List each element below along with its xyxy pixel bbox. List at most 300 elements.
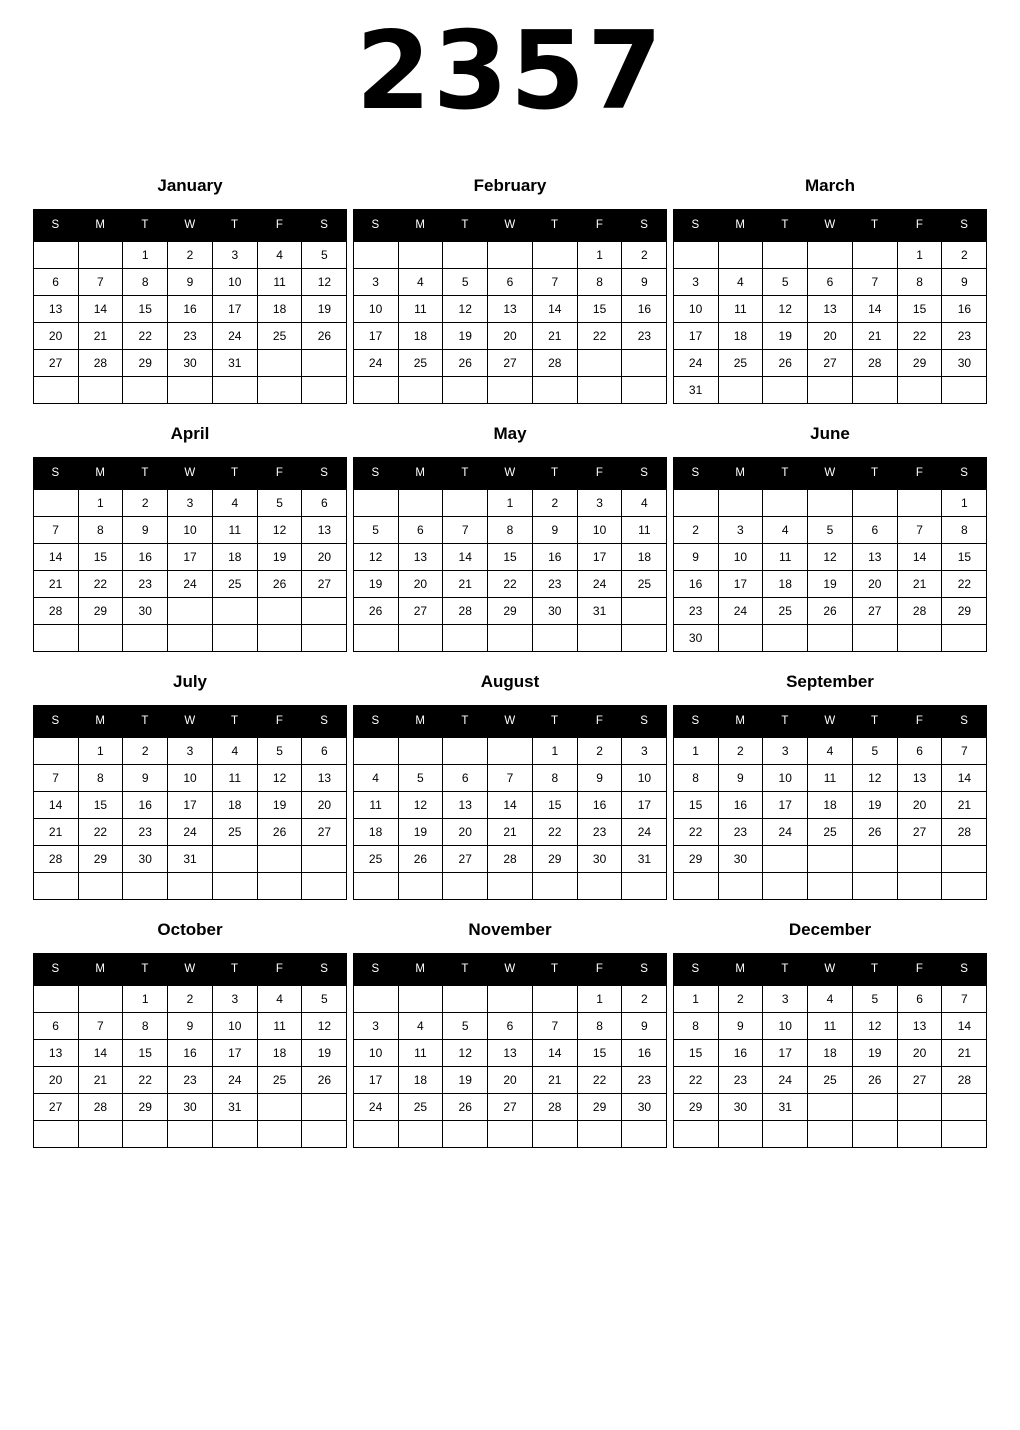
day-cell[interactable]: 21 [78,323,123,350]
day-cell[interactable]: 13 [897,765,942,792]
day-cell[interactable]: 10 [673,296,718,323]
day-cell[interactable]: 8 [78,517,123,544]
day-cell[interactable]: 21 [33,819,78,846]
day-cell[interactable]: 14 [78,1040,123,1067]
day-cell[interactable]: 14 [33,544,78,571]
day-cell[interactable]: 18 [398,1067,443,1094]
day-cell[interactable]: 13 [488,296,533,323]
day-cell[interactable]: 11 [212,517,257,544]
day-cell[interactable]: 20 [897,792,942,819]
day-cell[interactable]: 12 [763,296,808,323]
day-cell[interactable]: 24 [353,1094,398,1121]
day-cell[interactable]: 14 [897,544,942,571]
day-cell[interactable]: 27 [302,819,347,846]
day-cell[interactable]: 23 [622,1067,667,1094]
day-cell[interactable]: 6 [302,490,347,517]
day-cell[interactable]: 20 [33,323,78,350]
day-cell[interactable]: 19 [257,544,302,571]
day-cell[interactable]: 24 [763,819,808,846]
day-cell[interactable]: 3 [168,490,213,517]
day-cell[interactable]: 6 [808,269,853,296]
day-cell[interactable]: 15 [577,296,622,323]
day-cell[interactable]: 3 [212,242,257,269]
day-cell[interactable]: 27 [398,598,443,625]
day-cell[interactable]: 25 [398,350,443,377]
day-cell[interactable]: 9 [532,517,577,544]
day-cell[interactable]: 27 [852,598,897,625]
day-cell[interactable]: 7 [942,986,987,1013]
day-cell[interactable]: 6 [33,269,78,296]
day-cell[interactable]: 24 [353,350,398,377]
day-cell[interactable]: 28 [532,1094,577,1121]
day-cell[interactable]: 26 [257,819,302,846]
day-cell[interactable]: 23 [718,819,763,846]
day-cell[interactable]: 10 [577,517,622,544]
day-cell[interactable]: 4 [718,269,763,296]
day-cell[interactable]: 8 [123,269,168,296]
day-cell[interactable]: 24 [673,350,718,377]
day-cell[interactable]: 20 [808,323,853,350]
day-cell[interactable]: 26 [763,350,808,377]
day-cell[interactable]: 30 [718,846,763,873]
day-cell[interactable]: 7 [852,269,897,296]
day-cell[interactable]: 16 [718,1040,763,1067]
day-cell[interactable]: 15 [123,296,168,323]
day-cell[interactable]: 8 [673,1013,718,1040]
day-cell[interactable]: 22 [942,571,987,598]
day-cell[interactable]: 12 [302,269,347,296]
day-cell[interactable]: 5 [302,242,347,269]
day-cell[interactable]: 10 [353,296,398,323]
day-cell[interactable]: 9 [168,1013,213,1040]
day-cell[interactable]: 30 [168,350,213,377]
day-cell[interactable]: 8 [532,765,577,792]
day-cell[interactable]: 12 [852,765,897,792]
day-cell[interactable]: 8 [673,765,718,792]
day-cell[interactable]: 18 [257,1040,302,1067]
day-cell[interactable]: 18 [808,792,853,819]
day-cell[interactable]: 29 [78,846,123,873]
day-cell[interactable]: 1 [673,738,718,765]
day-cell[interactable]: 3 [763,986,808,1013]
day-cell[interactable]: 21 [897,571,942,598]
day-cell[interactable]: 3 [353,269,398,296]
day-cell[interactable]: 9 [577,765,622,792]
day-cell[interactable]: 13 [488,1040,533,1067]
day-cell[interactable]: 11 [398,296,443,323]
day-cell[interactable]: 11 [718,296,763,323]
day-cell[interactable]: 26 [302,323,347,350]
day-cell[interactable]: 29 [942,598,987,625]
day-cell[interactable]: 23 [123,571,168,598]
day-cell[interactable]: 7 [443,517,488,544]
day-cell[interactable]: 5 [443,1013,488,1040]
day-cell[interactable]: 15 [673,792,718,819]
day-cell[interactable]: 27 [33,1094,78,1121]
day-cell[interactable]: 3 [763,738,808,765]
day-cell[interactable]: 13 [897,1013,942,1040]
day-cell[interactable]: 23 [673,598,718,625]
day-cell[interactable]: 25 [718,350,763,377]
day-cell[interactable]: 18 [808,1040,853,1067]
day-cell[interactable]: 15 [78,792,123,819]
day-cell[interactable]: 20 [398,571,443,598]
day-cell[interactable]: 8 [577,269,622,296]
day-cell[interactable]: 6 [897,738,942,765]
day-cell[interactable]: 2 [577,738,622,765]
day-cell[interactable]: 18 [763,571,808,598]
day-cell[interactable]: 14 [488,792,533,819]
day-cell[interactable]: 15 [78,544,123,571]
day-cell[interactable]: 5 [763,269,808,296]
day-cell[interactable]: 12 [443,1040,488,1067]
day-cell[interactable]: 5 [398,765,443,792]
day-cell[interactable]: 18 [622,544,667,571]
day-cell[interactable]: 30 [123,598,168,625]
day-cell[interactable]: 27 [488,350,533,377]
day-cell[interactable]: 4 [622,490,667,517]
day-cell[interactable]: 16 [673,571,718,598]
day-cell[interactable]: 1 [78,490,123,517]
day-cell[interactable]: 29 [897,350,942,377]
day-cell[interactable]: 22 [78,819,123,846]
day-cell[interactable]: 2 [168,242,213,269]
day-cell[interactable]: 10 [212,269,257,296]
day-cell[interactable]: 20 [33,1067,78,1094]
day-cell[interactable]: 1 [123,242,168,269]
day-cell[interactable]: 15 [488,544,533,571]
day-cell[interactable]: 21 [443,571,488,598]
day-cell[interactable]: 19 [398,819,443,846]
day-cell[interactable]: 14 [942,765,987,792]
day-cell[interactable]: 13 [808,296,853,323]
day-cell[interactable]: 20 [897,1040,942,1067]
day-cell[interactable]: 18 [212,792,257,819]
day-cell[interactable]: 6 [488,269,533,296]
day-cell[interactable]: 20 [302,544,347,571]
day-cell[interactable]: 20 [488,323,533,350]
day-cell[interactable]: 26 [443,1094,488,1121]
day-cell[interactable]: 16 [123,544,168,571]
day-cell[interactable]: 19 [808,571,853,598]
day-cell[interactable]: 12 [302,1013,347,1040]
day-cell[interactable]: 27 [488,1094,533,1121]
day-cell[interactable]: 19 [852,792,897,819]
day-cell[interactable]: 17 [212,1040,257,1067]
day-cell[interactable]: 9 [123,765,168,792]
day-cell[interactable]: 12 [808,544,853,571]
day-cell[interactable]: 28 [488,846,533,873]
day-cell[interactable]: 18 [257,296,302,323]
day-cell[interactable]: 10 [168,517,213,544]
day-cell[interactable]: 11 [622,517,667,544]
day-cell[interactable]: 25 [212,571,257,598]
day-cell[interactable]: 22 [123,323,168,350]
day-cell[interactable]: 16 [622,1040,667,1067]
day-cell[interactable]: 8 [123,1013,168,1040]
day-cell[interactable]: 24 [622,819,667,846]
day-cell[interactable]: 10 [763,765,808,792]
day-cell[interactable]: 7 [78,1013,123,1040]
day-cell[interactable]: 24 [577,571,622,598]
day-cell[interactable]: 2 [622,242,667,269]
day-cell[interactable]: 31 [168,846,213,873]
day-cell[interactable]: 23 [532,571,577,598]
day-cell[interactable]: 16 [168,296,213,323]
day-cell[interactable]: 16 [577,792,622,819]
day-cell[interactable]: 1 [532,738,577,765]
day-cell[interactable]: 28 [443,598,488,625]
day-cell[interactable]: 19 [852,1040,897,1067]
day-cell[interactable]: 8 [897,269,942,296]
day-cell[interactable]: 30 [942,350,987,377]
day-cell[interactable]: 15 [577,1040,622,1067]
day-cell[interactable]: 31 [622,846,667,873]
day-cell[interactable]: 19 [443,323,488,350]
day-cell[interactable]: 21 [852,323,897,350]
day-cell[interactable]: 28 [33,598,78,625]
day-cell[interactable]: 11 [257,269,302,296]
day-cell[interactable]: 10 [718,544,763,571]
day-cell[interactable]: 22 [577,1067,622,1094]
day-cell[interactable]: 1 [123,986,168,1013]
day-cell[interactable]: 12 [398,792,443,819]
day-cell[interactable]: 22 [577,323,622,350]
day-cell[interactable]: 21 [942,792,987,819]
day-cell[interactable]: 6 [488,1013,533,1040]
day-cell[interactable]: 31 [212,1094,257,1121]
day-cell[interactable]: 25 [257,1067,302,1094]
day-cell[interactable]: 23 [168,323,213,350]
day-cell[interactable]: 5 [852,738,897,765]
day-cell[interactable]: 18 [212,544,257,571]
day-cell[interactable]: 9 [168,269,213,296]
day-cell[interactable]: 9 [718,1013,763,1040]
day-cell[interactable]: 15 [942,544,987,571]
day-cell[interactable]: 21 [488,819,533,846]
day-cell[interactable]: 22 [897,323,942,350]
day-cell[interactable]: 20 [302,792,347,819]
day-cell[interactable]: 30 [673,625,718,652]
day-cell[interactable]: 24 [168,571,213,598]
day-cell[interactable]: 11 [808,1013,853,1040]
day-cell[interactable]: 4 [398,269,443,296]
day-cell[interactable]: 28 [897,598,942,625]
day-cell[interactable]: 13 [302,765,347,792]
day-cell[interactable]: 2 [718,986,763,1013]
day-cell[interactable]: 15 [673,1040,718,1067]
day-cell[interactable]: 24 [718,598,763,625]
day-cell[interactable]: 20 [443,819,488,846]
day-cell[interactable]: 11 [212,765,257,792]
day-cell[interactable]: 6 [302,738,347,765]
day-cell[interactable]: 4 [763,517,808,544]
day-cell[interactable]: 15 [897,296,942,323]
day-cell[interactable]: 26 [808,598,853,625]
day-cell[interactable]: 16 [718,792,763,819]
day-cell[interactable]: 9 [718,765,763,792]
day-cell[interactable]: 14 [532,1040,577,1067]
day-cell[interactable]: 24 [212,1067,257,1094]
day-cell[interactable]: 16 [168,1040,213,1067]
day-cell[interactable]: 22 [673,1067,718,1094]
day-cell[interactable]: 23 [168,1067,213,1094]
day-cell[interactable]: 6 [852,517,897,544]
day-cell[interactable]: 24 [212,323,257,350]
day-cell[interactable]: 10 [763,1013,808,1040]
day-cell[interactable]: 5 [443,269,488,296]
day-cell[interactable]: 3 [718,517,763,544]
day-cell[interactable]: 31 [673,377,718,404]
day-cell[interactable]: 5 [257,490,302,517]
day-cell[interactable]: 17 [212,296,257,323]
day-cell[interactable]: 19 [353,571,398,598]
day-cell[interactable]: 30 [532,598,577,625]
day-cell[interactable]: 4 [808,738,853,765]
day-cell[interactable]: 5 [353,517,398,544]
day-cell[interactable]: 19 [443,1067,488,1094]
day-cell[interactable]: 17 [673,323,718,350]
day-cell[interactable]: 28 [942,819,987,846]
day-cell[interactable]: 8 [942,517,987,544]
day-cell[interactable]: 31 [577,598,622,625]
day-cell[interactable]: 21 [78,1067,123,1094]
day-cell[interactable]: 4 [398,1013,443,1040]
day-cell[interactable]: 3 [212,986,257,1013]
day-cell[interactable]: 7 [488,765,533,792]
day-cell[interactable]: 12 [443,296,488,323]
day-cell[interactable]: 11 [353,792,398,819]
day-cell[interactable]: 11 [808,765,853,792]
day-cell[interactable]: 5 [808,517,853,544]
day-cell[interactable]: 31 [763,1094,808,1121]
day-cell[interactable]: 1 [78,738,123,765]
day-cell[interactable]: 18 [353,819,398,846]
day-cell[interactable]: 23 [622,323,667,350]
day-cell[interactable]: 7 [78,269,123,296]
day-cell[interactable]: 2 [532,490,577,517]
day-cell[interactable]: 27 [808,350,853,377]
day-cell[interactable]: 14 [942,1013,987,1040]
day-cell[interactable]: 8 [488,517,533,544]
day-cell[interactable]: 8 [577,1013,622,1040]
day-cell[interactable]: 31 [212,350,257,377]
day-cell[interactable]: 12 [852,1013,897,1040]
day-cell[interactable]: 21 [33,571,78,598]
day-cell[interactable]: 25 [398,1094,443,1121]
day-cell[interactable]: 9 [123,517,168,544]
day-cell[interactable]: 24 [763,1067,808,1094]
day-cell[interactable]: 13 [33,296,78,323]
day-cell[interactable]: 25 [353,846,398,873]
day-cell[interactable]: 3 [622,738,667,765]
day-cell[interactable]: 1 [673,986,718,1013]
day-cell[interactable]: 29 [123,350,168,377]
day-cell[interactable]: 27 [302,571,347,598]
day-cell[interactable]: 25 [763,598,808,625]
day-cell[interactable]: 5 [257,738,302,765]
day-cell[interactable]: 9 [622,269,667,296]
day-cell[interactable]: 25 [808,1067,853,1094]
day-cell[interactable]: 24 [168,819,213,846]
day-cell[interactable]: 15 [123,1040,168,1067]
day-cell[interactable]: 26 [398,846,443,873]
day-cell[interactable]: 18 [398,323,443,350]
day-cell[interactable]: 2 [942,242,987,269]
day-cell[interactable]: 29 [123,1094,168,1121]
day-cell[interactable]: 6 [897,986,942,1013]
day-cell[interactable]: 7 [33,765,78,792]
day-cell[interactable]: 4 [212,738,257,765]
day-cell[interactable]: 19 [257,792,302,819]
day-cell[interactable]: 26 [257,571,302,598]
day-cell[interactable]: 2 [718,738,763,765]
day-cell[interactable]: 13 [443,792,488,819]
day-cell[interactable]: 30 [123,846,168,873]
day-cell[interactable]: 7 [897,517,942,544]
day-cell[interactable]: 4 [212,490,257,517]
day-cell[interactable]: 21 [532,323,577,350]
day-cell[interactable]: 4 [257,242,302,269]
day-cell[interactable]: 29 [577,1094,622,1121]
day-cell[interactable]: 19 [302,1040,347,1067]
day-cell[interactable]: 14 [852,296,897,323]
day-cell[interactable]: 12 [353,544,398,571]
day-cell[interactable]: 2 [673,517,718,544]
day-cell[interactable]: 22 [532,819,577,846]
day-cell[interactable]: 4 [257,986,302,1013]
day-cell[interactable]: 1 [488,490,533,517]
day-cell[interactable]: 17 [763,792,808,819]
day-cell[interactable]: 29 [673,1094,718,1121]
day-cell[interactable]: 2 [622,986,667,1013]
day-cell[interactable]: 28 [78,350,123,377]
day-cell[interactable]: 17 [353,1067,398,1094]
day-cell[interactable]: 13 [302,517,347,544]
day-cell[interactable]: 14 [78,296,123,323]
day-cell[interactable]: 3 [168,738,213,765]
day-cell[interactable]: 27 [33,350,78,377]
day-cell[interactable]: 3 [353,1013,398,1040]
day-cell[interactable]: 22 [488,571,533,598]
day-cell[interactable]: 26 [443,350,488,377]
day-cell[interactable]: 25 [808,819,853,846]
day-cell[interactable]: 30 [577,846,622,873]
day-cell[interactable]: 25 [622,571,667,598]
day-cell[interactable]: 26 [353,598,398,625]
day-cell[interactable]: 19 [302,296,347,323]
day-cell[interactable]: 6 [443,765,488,792]
day-cell[interactable]: 9 [673,544,718,571]
day-cell[interactable]: 21 [942,1040,987,1067]
day-cell[interactable]: 30 [718,1094,763,1121]
day-cell[interactable]: 27 [443,846,488,873]
day-cell[interactable]: 4 [808,986,853,1013]
day-cell[interactable]: 17 [718,571,763,598]
day-cell[interactable]: 11 [257,1013,302,1040]
day-cell[interactable]: 16 [942,296,987,323]
day-cell[interactable]: 26 [302,1067,347,1094]
day-cell[interactable]: 19 [763,323,808,350]
day-cell[interactable]: 14 [33,792,78,819]
day-cell[interactable]: 23 [718,1067,763,1094]
day-cell[interactable]: 14 [532,296,577,323]
day-cell[interactable]: 23 [123,819,168,846]
day-cell[interactable]: 22 [673,819,718,846]
day-cell[interactable]: 28 [532,350,577,377]
day-cell[interactable]: 7 [532,1013,577,1040]
day-cell[interactable]: 30 [168,1094,213,1121]
